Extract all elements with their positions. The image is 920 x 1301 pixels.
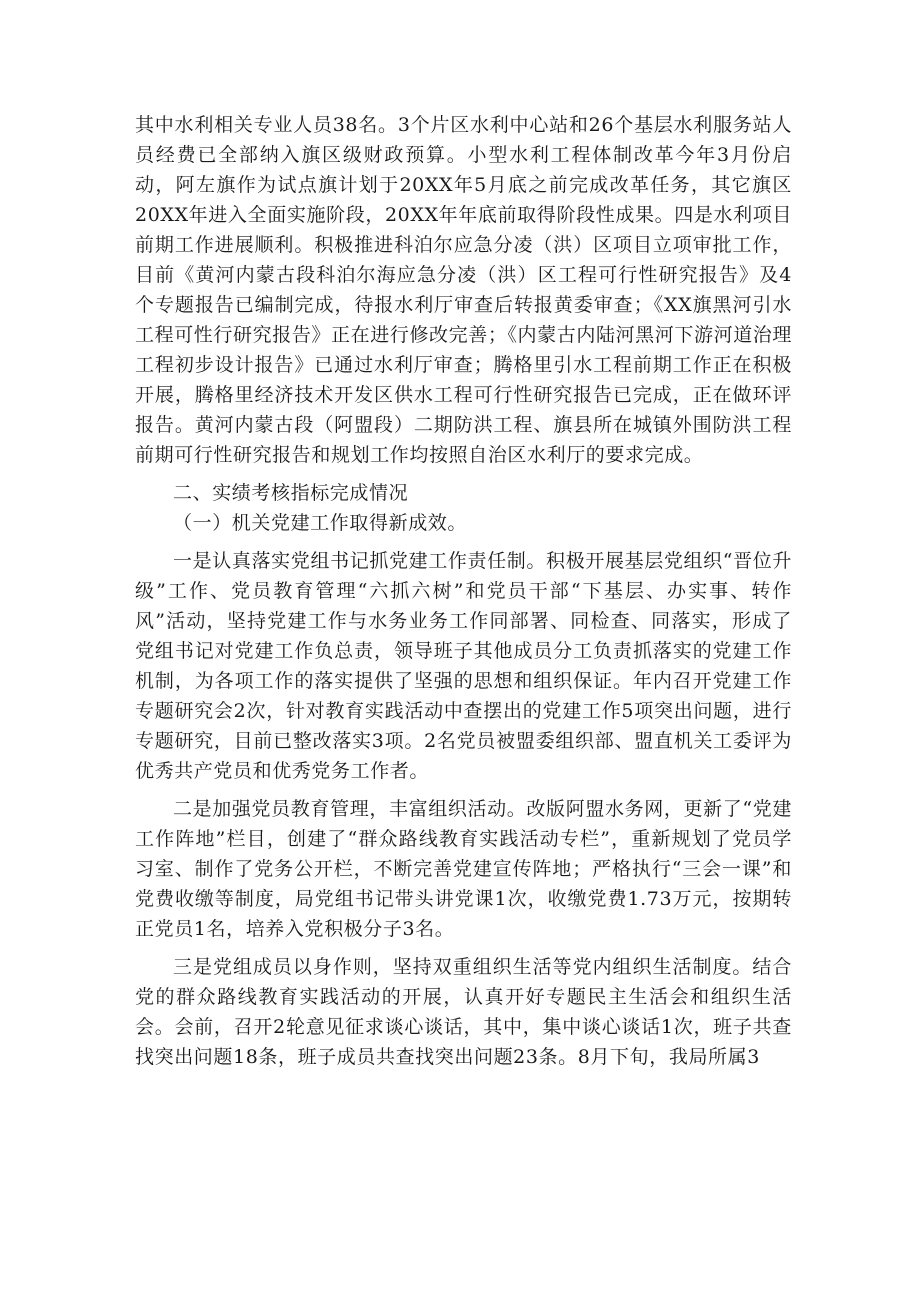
paragraph-member-education: 二是加强党员教育管理，丰富组织活动。改版阿盟水务网，更新了“党建工作阵地”栏目，创建了“群众路线教育实践活动专栏”，重新规划了党员学习室、制作了党务公开栏，不断完善党建宣传阵地；严格执行“三会一课”和党费收缴等制度，局党组书记带头讲党课1次，收缴党费1.73万元，按期转正党员1名，培养入党积极分子3名。 bbox=[135, 798, 792, 940]
section-heading-performance-indicators: 二、实绩考核指标完成情况 bbox=[173, 482, 409, 504]
paragraph-water-work-summary: 其中水利相关专业人员38名。3个片区水利中心站和26个基层水利服务站人员经费已全部纳入旗区级财政预算。小型水利工程体制改革今年3月份启动，阿左旗作为试点旗计划于20XX年5月底之前完成改革任务，其它旗区20XX年进入全面实施阶段，20XX年年底前取得阶段性成果。四是水利项目前期工作进展顺利。积极推进科泊尔应急分凌（洪）区项目立项审批工作，目前《黄河内蒙古段科泊尔海应急分凌（洪）区工程可行性研究报告》及4个专题报告已编制完成，待报水利厅审查后转报黄委审查；《XX旗黑河引水工程可性行研究报告》正在进行修改完善；《内蒙古内陆河黑河下游河道治理工程初步设计报告》已通过水利厅审查；腾格里引水工程前期工作正在积极开展，腾格里经济技术开发区供水工程可行性研究报告已完成，正在做环评报告。黄河内蒙古段（阿盟段）二期防洪工程、旗县所在城镇外围防洪工程前期可行性研究报告和规划工作均按照自治区水利厅的要求完成。 bbox=[135, 114, 792, 466]
subsection-heading-party-building: （一）机关党建工作取得新成效。 bbox=[173, 512, 468, 534]
paragraph-organizational-life: 三是党组成员以身作则，坚持双重组织生活等党内组织生活制度。结合党的群众路线教育实践活动的开展，认真开好专题民主生活会和组织生活会。会前，召开2轮意见征求谈心谈话，其中，集中谈心谈话1次，班子共查找突出问题18条，班子成员共查找突出问题23条。8月下旬，我局所属3 bbox=[135, 956, 792, 1068]
paragraph-party-responsibility: 一是认真落实党组书记抓党建工作责任制。积极开展基层党组织“晋位升级”工作、党员教育管理“六抓六树”和党员干部“下基层、办实事、转作风”活动，坚持党建工作与水务业务工作同部署、同检查、同落实，形成了党组书记对党建工作负总责，领导班子其他成员分工负责抓落实的党建工作机制，为各项工作的落实提供了坚强的思想和组织保证。年内召开党建工作专题研究会2次，针对教育实践活动中查摆出的党建工作5项突出问题，进行专题研究，目前已整改落实3项。2名党员被盟委组织部、盟直机关工委评为优秀共产党员和优秀党务工作者。 bbox=[135, 550, 792, 782]
